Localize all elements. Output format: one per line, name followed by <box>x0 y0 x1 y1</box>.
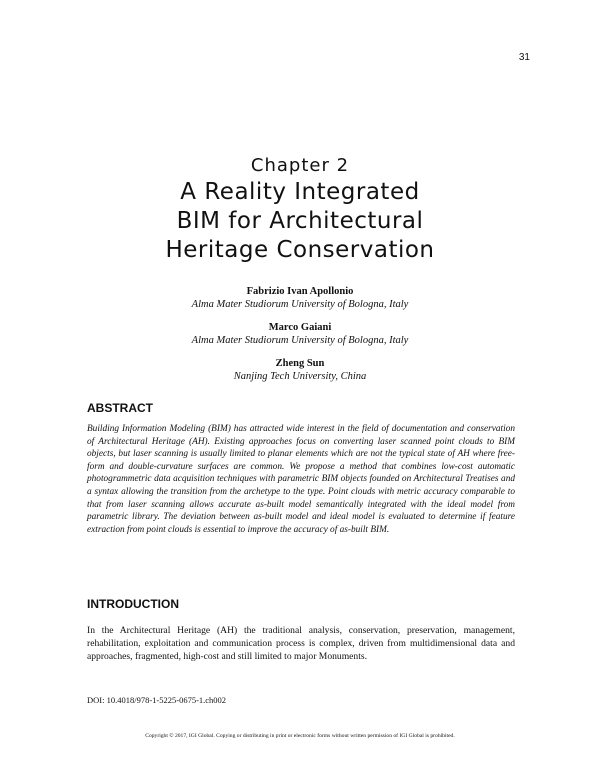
author-name: Fabrizio Ivan Apollonio <box>246 286 354 297</box>
author-list <box>0 285 600 393</box>
author-affiliation: Alma Mater Studiorum University of Bologna, Italy <box>191 335 409 346</box>
abstract-text: Building Information Modeling (BIM) has attracted wide interest in the field of documentation and conservation of Architectural Heritage (AH). Existing approaches focus on converting laser scanned point clouds to BIM objects, but laser scanning is usually limited to planar elements which are not the typical state of AH where free-form and double-curvature surfaces are common. We propose a method that combines low-cost automatic photogrammetric data acquisition techniques with parametric BIM objects founded on Architectural Treatises and a syntax allowing the transition from the archetype to the type. Point clouds with metric accuracy comparable to that from laser scanning allows accurate as-built model semantically integrated with the ideal model from parametric library. The deviation between as-built model and ideal model is evaluated to determine if feature extraction from point clouds is essential to improve the accuracy of as-built BIM. <box>87 424 515 535</box>
author-name: Marco Gaiani <box>268 322 332 333</box>
doi: DOI: 10.4018/978-1-5225-0675-1.ch002 <box>87 695 227 705</box>
introduction-heading: INTRODUCTION <box>87 597 179 611</box>
chapter-title <box>0 178 600 265</box>
author-block <box>0 285 600 311</box>
introduction-text: In the Architectural Heritage (AH) the traditional analysis, conservation, preservation, management, rehabilitation, exploitation and communication process is complex, driven from multidimensional data and approaches, fragmented, high-cost and still limited to major Monuments. <box>87 625 515 662</box>
abstract-heading: ABSTRACT <box>87 401 153 415</box>
author-affiliation: Nanjing Tech University, China <box>233 371 367 382</box>
copyright-notice: Copyright © 2017, IGI Global. Copying or distributing in print or electronic forms without written permission of IGI Global is prohibited. <box>145 733 455 739</box>
author-block <box>0 321 600 347</box>
title-line: BIM for Architectural <box>176 208 424 234</box>
page-number: 31 <box>518 52 530 63</box>
chapter-label: Chapter 2 <box>250 155 350 176</box>
author-name: Zheng Sun <box>275 358 325 369</box>
title-line: A Reality Integrated <box>180 179 420 205</box>
author-affiliation: Alma Mater Studiorum University of Bologna, Italy <box>191 299 409 310</box>
author-block <box>0 357 600 383</box>
title-line: Heritage Conservation <box>165 237 435 263</box>
